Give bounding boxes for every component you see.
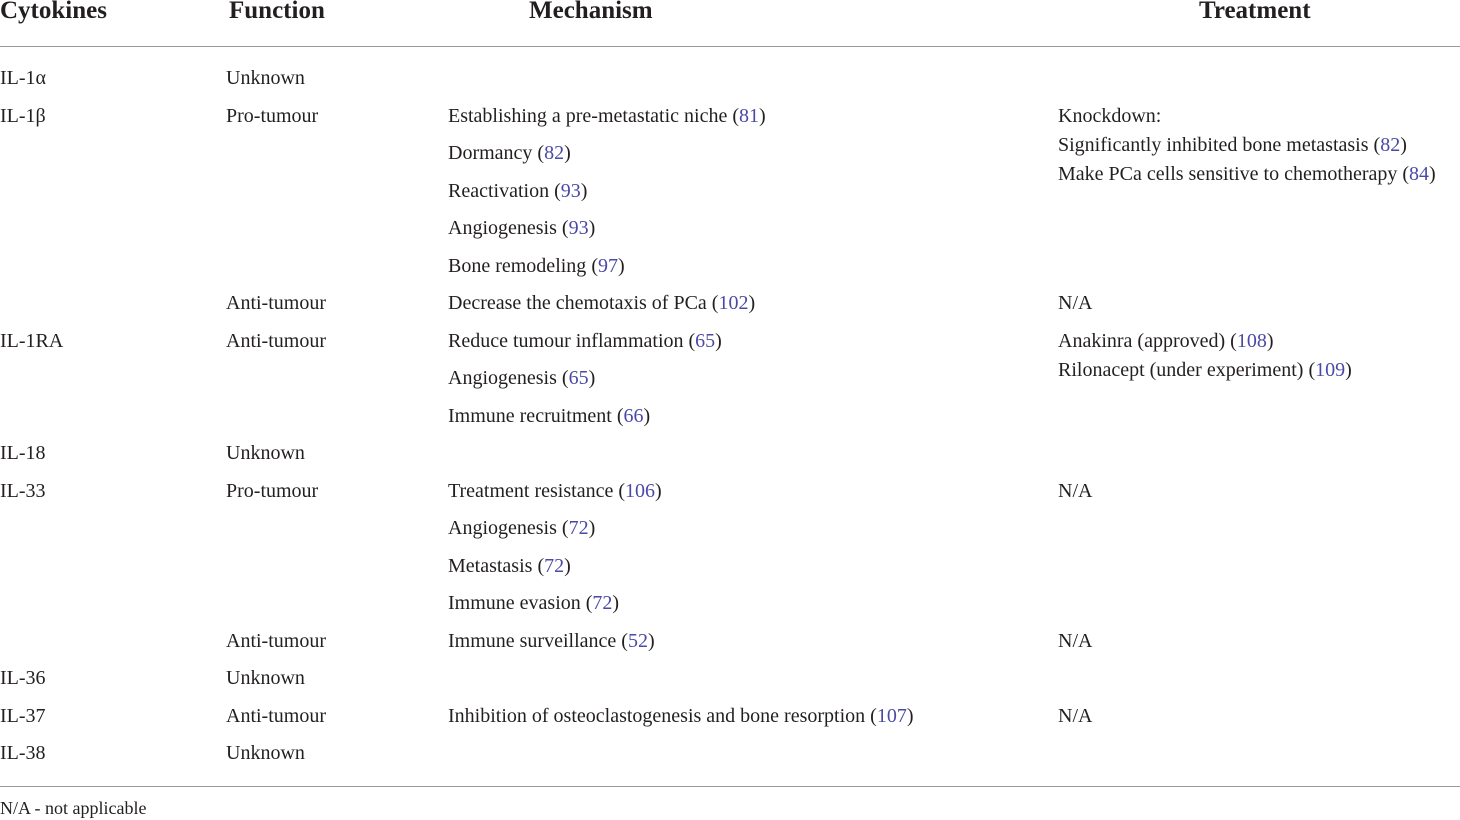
citation-link[interactable]: 102	[718, 292, 749, 314]
function-cell: Unknown	[226, 667, 305, 689]
citation-link[interactable]: 65	[568, 367, 589, 389]
function-cell: Unknown	[226, 442, 305, 464]
function-cell: Anti-tumour	[226, 630, 326, 652]
mechanism-line	[448, 104, 766, 128]
cytokine-cell: IL-33	[0, 480, 46, 502]
mechanism-line-text: Establishing a pre-metastatic niche	[448, 105, 728, 127]
header-rule	[0, 46, 1460, 47]
paren-open: (	[613, 480, 625, 502]
mechanism-line-text: Immune surveillance	[448, 630, 617, 652]
paren-open: (	[556, 367, 569, 389]
paren-open: (	[556, 217, 569, 239]
paren-open: (	[586, 255, 598, 277]
treatment-line-text: Rilonacept (under experiment)	[1058, 359, 1304, 381]
mechanism-line	[448, 479, 662, 503]
paren-open: (	[683, 330, 696, 352]
treatment-line-text: N/A	[1058, 480, 1093, 502]
mechanism-line	[448, 591, 619, 615]
paren-close: )	[564, 142, 571, 164]
treatment-line-text: N/A	[1058, 292, 1093, 314]
citation-link[interactable]: 66	[623, 405, 644, 427]
paren-close: )	[564, 555, 571, 577]
header-cytokines: Cytokines	[0, 0, 107, 24]
paren-close: )	[715, 330, 722, 352]
paren-open: (	[1225, 330, 1237, 352]
treatment-line	[1058, 291, 1092, 315]
cytokine-cell: IL-37	[0, 705, 46, 727]
paren-close: )	[1345, 359, 1352, 381]
mechanism-line	[448, 141, 571, 165]
mechanism-line	[448, 291, 755, 315]
citation-link[interactable]: 109	[1315, 359, 1346, 381]
paren-open: (	[706, 292, 719, 314]
mechanism-line-text: Angiogenesis	[448, 517, 557, 539]
citation-link[interactable]: 97	[597, 255, 618, 277]
mechanism-line	[448, 329, 722, 353]
paren-open: (	[611, 405, 624, 427]
treatment-line-text: Significantly inhibited bone metastasis	[1058, 134, 1369, 156]
mechanism-line	[448, 629, 655, 653]
citation-link[interactable]: 81	[739, 105, 760, 127]
citation-link[interactable]: 108	[1236, 330, 1267, 352]
treatment-line	[1058, 704, 1092, 728]
mechanism-line-text: Immune recruitment	[448, 405, 612, 427]
paren-close: )	[906, 705, 914, 727]
header-mechanism: Mechanism	[529, 0, 653, 24]
citation-link[interactable]: 72	[568, 517, 589, 539]
treatment-line	[1058, 629, 1092, 653]
citation-link[interactable]: 106	[625, 480, 655, 502]
citation-link[interactable]: 72	[592, 592, 613, 614]
paren-open: (	[1397, 163, 1410, 185]
paren-close: )	[617, 255, 625, 277]
cytokine-cell: IL-18	[0, 442, 46, 464]
citation-link[interactable]: 82	[1380, 134, 1401, 156]
treatment-line-text: Make PCa cells sensitive to chemotherapy	[1058, 163, 1398, 185]
paren-open: (	[865, 705, 877, 727]
cytokine-cell: IL-38	[0, 742, 46, 764]
mechanism-line-text: Angiogenesis	[448, 217, 557, 239]
treatment-line-text: Anakinra (approved)	[1058, 330, 1226, 352]
header-treatment: Treatment	[1199, 0, 1311, 24]
function-cell: Unknown	[226, 742, 305, 764]
function-cell: Pro-tumour	[226, 480, 319, 502]
treatment-line	[1058, 133, 1407, 157]
paren-close: )	[580, 180, 588, 202]
header-function: Function	[229, 0, 325, 24]
mechanism-line	[448, 516, 595, 540]
paren-open: (	[549, 180, 561, 202]
mechanism-line	[448, 404, 650, 428]
treatment-line-text: N/A	[1058, 630, 1093, 652]
mechanism-line	[448, 179, 587, 203]
paren-close: )	[612, 592, 620, 614]
citation-link[interactable]: 84	[1409, 163, 1430, 185]
paren-open: (	[727, 105, 740, 127]
mechanism-line	[448, 554, 571, 578]
treatment-line	[1058, 104, 1161, 128]
mechanism-line-text: Angiogenesis	[448, 367, 557, 389]
mechanism-line-text: Bone remodeling	[448, 255, 587, 277]
paren-open: (	[1303, 359, 1316, 381]
treatment-line-text: Knockdown:	[1058, 105, 1162, 127]
citation-link[interactable]: 52	[627, 630, 648, 652]
mechanism-line-text: Dormancy	[448, 142, 533, 164]
mechanism-line-text: Treatment resistance	[448, 480, 614, 502]
function-cell: Anti-tumour	[226, 330, 326, 352]
cytokine-cell: IL-1α	[0, 67, 47, 89]
function-cell: Anti-tumour	[226, 292, 326, 314]
paren-open: (	[616, 630, 628, 652]
paren-open: (	[1368, 134, 1381, 156]
paren-close: )	[1266, 330, 1274, 352]
mechanism-line-text: Decrease the chemotaxis of PCa	[448, 292, 707, 314]
bottom-rule	[0, 786, 1460, 787]
cytokine-cell: IL-36	[0, 667, 46, 689]
citation-link[interactable]: 93	[568, 217, 589, 239]
footnote: N/A - not applicable	[0, 798, 147, 818]
function-cell: Unknown	[226, 67, 305, 89]
mechanism-line	[448, 254, 625, 278]
function-cell: Pro-tumour	[226, 105, 319, 127]
mechanism-line	[448, 216, 595, 240]
cytokine-cell: IL-1β	[0, 105, 46, 127]
citation-link[interactable]: 65	[695, 330, 716, 352]
function-cell: Anti-tumour	[226, 705, 326, 727]
paren-close: )	[647, 630, 655, 652]
mechanism-line-text: Reactivation	[448, 180, 550, 202]
treatment-line	[1058, 479, 1092, 503]
paren-close: )	[588, 367, 596, 389]
citation-link[interactable]: 93	[560, 180, 581, 202]
paren-close: )	[655, 480, 662, 502]
cytokine-cell: IL-1RA	[0, 330, 64, 352]
paren-open: (	[556, 517, 569, 539]
citation-link[interactable]: 82	[544, 142, 565, 164]
paren-open: (	[532, 555, 545, 577]
paren-open: (	[532, 142, 545, 164]
paren-close: )	[748, 292, 756, 314]
mechanism-line-text: Inhibition of osteoclastogenesis and bone resorption	[448, 705, 866, 727]
paren-close: )	[588, 217, 596, 239]
treatment-line	[1058, 358, 1352, 382]
paren-close: )	[1400, 134, 1407, 156]
treatment-line	[1058, 329, 1274, 353]
treatment-line-text: N/A	[1058, 705, 1093, 727]
mechanism-line-text: Reduce tumour inflammation	[448, 330, 684, 352]
paren-open: (	[580, 592, 593, 614]
paren-close: )	[1429, 163, 1436, 185]
mechanism-line	[448, 366, 595, 390]
mechanism-line-text: Metastasis	[448, 555, 533, 577]
treatment-line	[1058, 162, 1436, 186]
paren-close: )	[759, 105, 766, 127]
mechanism-line	[448, 704, 913, 728]
citation-link[interactable]: 72	[544, 555, 565, 577]
paren-close: )	[643, 405, 651, 427]
paren-close: )	[588, 517, 596, 539]
mechanism-line-text: Immune evasion	[448, 592, 581, 614]
citation-link[interactable]: 107	[876, 705, 907, 727]
